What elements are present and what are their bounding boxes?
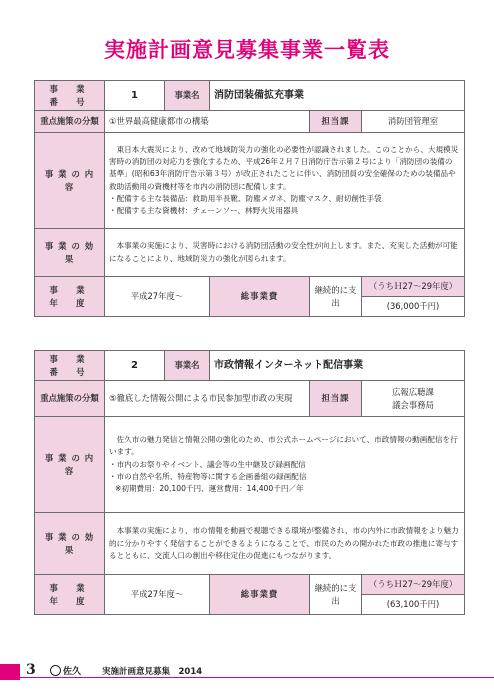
label-number: 事 業 番 号 bbox=[35, 351, 105, 381]
department-name: 議会事務局 bbox=[392, 399, 434, 410]
project-table-1 bbox=[34, 80, 465, 317]
project-effect-row bbox=[35, 229, 465, 277]
city-seal-icon bbox=[50, 665, 61, 676]
label-total: 総事業費 bbox=[210, 575, 310, 615]
label-policy: 重点施策の分類 bbox=[35, 111, 105, 133]
budget-label: （うちＨ27～29年度） bbox=[362, 575, 465, 595]
project-year: 平成27年度～ bbox=[105, 277, 210, 317]
effect-paragraph: 本事業の実施により、市の情報を動画で視聴できる環境が整備され、市の内外に市政情報をより魅力的に分かりやすく発信することができるようになることで、市民のための開かれた市政の推進に寄与するとともに、交流人口の創出や移住定住の促進にもつながります。 bbox=[109, 526, 459, 560]
project-header-row bbox=[35, 81, 465, 111]
label-content: 事 業 の 内 容 bbox=[35, 133, 105, 229]
label-dept: 担当課 bbox=[310, 111, 362, 133]
content-paragraph: 佐久市の魅力発信と情報公開の強化のため、市公式ホームページにおいて、市政情報の動画配信を行います。 bbox=[109, 434, 458, 457]
department bbox=[362, 381, 465, 417]
city-logo-text: 佐久 bbox=[63, 667, 82, 677]
project-content-row bbox=[35, 133, 465, 229]
project-content-row bbox=[35, 417, 465, 513]
project-name: 消防団装備拡充事業 bbox=[210, 81, 465, 111]
project-effect bbox=[105, 513, 465, 575]
label-name: 事業名 bbox=[165, 81, 210, 111]
project-year-row bbox=[35, 575, 465, 595]
project-table-2 bbox=[34, 350, 465, 615]
budget-value: (36,000千円) bbox=[362, 297, 465, 317]
label-content: 事 業 の 内 容 bbox=[35, 417, 105, 513]
page-title: 実施計画意見募集事業一覧表 bbox=[104, 38, 390, 62]
content-bullet: ・市の自然や名所、特産物等に関する企画番組の録画配信 bbox=[109, 471, 307, 481]
label-policy: 重点施策の分類 bbox=[35, 381, 105, 417]
project-number: 1 bbox=[105, 81, 165, 111]
project-effect bbox=[105, 229, 465, 277]
content-bullet: ・配備する主な装備品：救助用半長靴、防塵メガネ、防塵マスク、耐切創性手袋 bbox=[109, 194, 382, 204]
policy-category: ①世界最高健康都市の構築 bbox=[105, 111, 310, 133]
content-note: ※初期費用：20,100千円、運営費用：14,400千円／年 bbox=[115, 484, 304, 494]
department-name: 広報広聴課 bbox=[392, 387, 434, 398]
project-policy-row bbox=[35, 111, 465, 133]
label-name: 事業名 bbox=[165, 351, 210, 381]
project-effect-row bbox=[35, 513, 465, 575]
content-paragraph: 東日本大震災により、改めて地域防災力の強化の必要性が認識されました。このことから、大規模災害時の消防団の対応力を強化するため、平成26年２月７日消防庁告示第２号により「消防団の装備の基準」(昭和63年消防庁告示第３号）が改正されたことに伴い、消防団員の安全確保のための装備品や救助活動用の資機材等を市内の消防団に配備します。 bbox=[109, 144, 459, 191]
project-content bbox=[105, 133, 465, 229]
label-year: 事 業 年 度 bbox=[35, 575, 105, 615]
city-logo bbox=[50, 664, 81, 677]
project-name: 市政情報インターネット配信事業 bbox=[210, 351, 465, 381]
content-bullet: ・市内のお祭りやイベント、議会等の生中継及び録画配信 bbox=[109, 459, 306, 469]
label-effect: 事 業 の 効 果 bbox=[35, 513, 105, 575]
label-year: 事 業 年 度 bbox=[35, 277, 105, 317]
project-policy-row bbox=[35, 381, 465, 417]
footer-title: 実施計画意見募集 2014 bbox=[102, 667, 203, 677]
total-cost: 継続的に支出 bbox=[310, 575, 362, 615]
total-cost: 継続的に支出 bbox=[310, 277, 362, 317]
label-number: 事 業 番 号 bbox=[35, 81, 105, 111]
label-effect: 事 業 の 効 果 bbox=[35, 229, 105, 277]
policy-category: ⑤徹底した情報公開による市民参加型市政の実現 bbox=[105, 381, 310, 417]
label-total: 総事業費 bbox=[210, 277, 310, 317]
project-content bbox=[105, 417, 465, 513]
budget-label: （うちＨ27～29年度） bbox=[362, 277, 465, 297]
project-year-row bbox=[35, 277, 465, 297]
project-number: 2 bbox=[105, 351, 165, 381]
department-name: 消防団管理室 bbox=[387, 116, 439, 127]
project-year: 平成27年度～ bbox=[105, 575, 210, 615]
project-header-row bbox=[35, 351, 465, 381]
effect-paragraph: 本事業の実施により、災害時における消防団活動の安全性が向上します。また、充実した活動が可能になることにより、地域防災力の強化が図られます。 bbox=[109, 241, 458, 263]
content-bullet: ・配備する主な資機材：チェーンソー、林野火災用器具 bbox=[109, 206, 299, 216]
department bbox=[362, 111, 465, 133]
page-number: 3 bbox=[26, 662, 36, 678]
budget-value: (63,100千円) bbox=[362, 595, 465, 615]
footer-rule bbox=[0, 677, 494, 678]
label-dept: 担当課 bbox=[310, 381, 362, 417]
